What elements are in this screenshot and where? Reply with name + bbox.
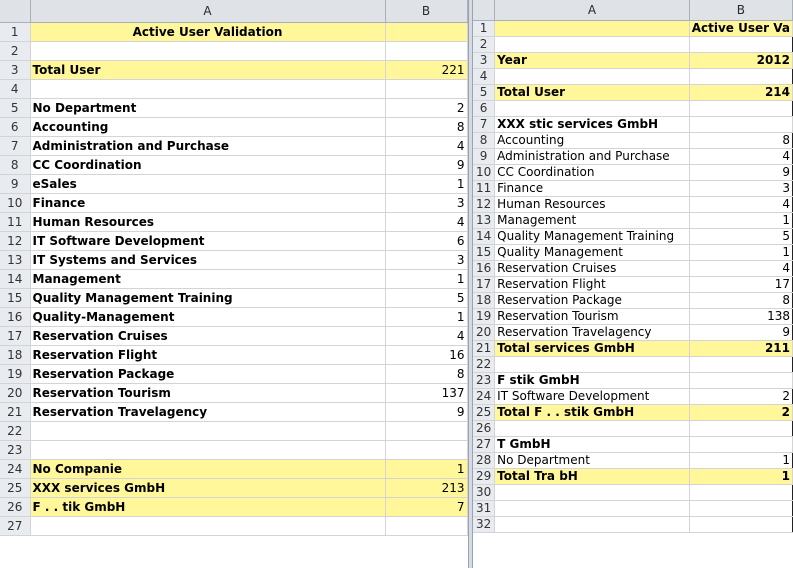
row-number[interactable]: 22 <box>0 421 30 440</box>
cell-a[interactable]: Quality Management Training <box>30 288 385 307</box>
cell-b[interactable]: 1 <box>385 269 467 288</box>
sheet-row <box>473 148 793 164</box>
row-number[interactable]: 11 <box>0 212 30 231</box>
row-number[interactable]: 27 <box>0 516 30 535</box>
cell-b[interactable]: 4 <box>689 196 792 212</box>
sheet-row <box>0 250 467 269</box>
row-number[interactable]: 13 <box>473 212 495 228</box>
row-number[interactable]: 15 <box>473 244 495 260</box>
cell-b[interactable]: 214 <box>689 84 792 100</box>
sheet-row <box>473 404 793 420</box>
sheet-row <box>0 516 467 535</box>
cell-b[interactable]: Active User Va <box>689 20 792 36</box>
cell-a[interactable] <box>495 20 690 36</box>
cell-b[interactable]: 2012 <box>689 52 792 68</box>
cell-b[interactable] <box>385 22 467 41</box>
sheet-row <box>473 516 793 532</box>
cell-a[interactable] <box>30 421 385 440</box>
cell-b[interactable] <box>689 68 792 84</box>
sheet-row <box>473 212 793 228</box>
cell-a[interactable]: F . . tik GmbH <box>30 497 385 516</box>
cell-b[interactable]: 5 <box>689 228 792 244</box>
cell-b[interactable]: 221 <box>385 60 467 79</box>
cell-b[interactable]: 5 <box>385 288 467 307</box>
cell-a[interactable]: IT Systems and Services <box>30 250 385 269</box>
row-number[interactable]: 20 <box>0 383 30 402</box>
row-number[interactable]: 23 <box>0 440 30 459</box>
sheet-row <box>0 174 467 193</box>
row-number[interactable]: 28 <box>473 452 495 468</box>
sheet-row <box>473 84 793 100</box>
cell-a[interactable] <box>495 500 690 516</box>
cell-a[interactable]: Accounting <box>30 117 385 136</box>
cell-a[interactable]: Quality Management <box>495 244 690 260</box>
cell-b[interactable]: 4 <box>689 260 792 276</box>
sheet-row <box>473 260 793 276</box>
cell-b[interactable]: 137 <box>385 383 467 402</box>
cell-a[interactable]: Accounting <box>495 132 690 148</box>
cell-a[interactable]: T GmbH <box>495 436 690 452</box>
row-number[interactable]: 17 <box>0 326 30 345</box>
sheet-row <box>473 180 793 196</box>
row-number[interactable]: 7 <box>473 116 495 132</box>
cell-b[interactable]: 8 <box>689 132 792 148</box>
cell-b[interactable]: 4 <box>385 326 467 345</box>
row-number[interactable]: 19 <box>0 364 30 383</box>
row-number[interactable]: 29 <box>473 468 495 484</box>
cell-b[interactable] <box>385 79 467 98</box>
cell-b[interactable]: 9 <box>385 155 467 174</box>
sheet-row <box>473 468 793 484</box>
sheet-row <box>0 364 467 383</box>
sheet-row <box>0 307 467 326</box>
row-number[interactable]: 20 <box>473 324 495 340</box>
cell-b[interactable]: 1 <box>385 307 467 326</box>
row-number[interactable]: 1 <box>473 20 495 36</box>
cell-b[interactable]: 6 <box>385 231 467 250</box>
cell-a[interactable]: Year <box>495 52 690 68</box>
sheet-row <box>473 228 793 244</box>
cell-b[interactable]: 1 <box>385 459 467 478</box>
sheet-row <box>0 440 467 459</box>
sheet-row <box>0 117 467 136</box>
sheet-row <box>0 98 467 117</box>
cell-a[interactable]: IT Software Development <box>30 231 385 250</box>
row-number[interactable]: 18 <box>0 345 30 364</box>
cell-a[interactable]: Administration and Purchase <box>30 136 385 155</box>
cell-a[interactable] <box>30 440 385 459</box>
sheet-row <box>473 420 793 436</box>
sheet-row <box>473 340 793 356</box>
cell-b[interactable]: 3 <box>385 250 467 269</box>
cell-b[interactable] <box>385 516 467 535</box>
cell-a[interactable]: IT Software Development <box>495 388 690 404</box>
sheet-row <box>0 497 467 516</box>
cell-a[interactable] <box>495 68 690 84</box>
sheet-row <box>473 36 793 52</box>
row-number[interactable]: 31 <box>473 500 495 516</box>
cell-b[interactable] <box>689 500 792 516</box>
cell-a[interactable]: Reservation Cruises <box>495 260 690 276</box>
row-number[interactable]: 30 <box>473 484 495 500</box>
row-number[interactable]: 16 <box>473 260 495 276</box>
select-all-corner[interactable] <box>473 0 495 20</box>
cell-a[interactable]: F stik GmbH <box>495 372 690 388</box>
cell-b[interactable] <box>689 36 792 52</box>
cell-b[interactable]: 2 <box>689 388 792 404</box>
cell-a[interactable]: XXX services GmbH <box>30 478 385 497</box>
sheet-row <box>473 52 793 68</box>
row-number[interactable]: 26 <box>473 420 495 436</box>
cell-a[interactable]: Reservation Package <box>30 364 385 383</box>
row-number[interactable]: 2 <box>0 41 30 60</box>
cell-b[interactable]: 7 <box>385 497 467 516</box>
cell-b[interactable] <box>689 484 792 500</box>
sheet-row <box>0 288 467 307</box>
select-all-corner[interactable] <box>0 0 30 22</box>
row-number[interactable]: 19 <box>473 308 495 324</box>
cell-b[interactable]: 16 <box>385 345 467 364</box>
cell-b[interactable]: 4 <box>689 148 792 164</box>
cell-b[interactable] <box>385 421 467 440</box>
cell-b[interactable] <box>689 420 792 436</box>
cell-a[interactable]: Total User <box>30 60 385 79</box>
cell-a[interactable]: eSales <box>30 174 385 193</box>
row-number[interactable]: 12 <box>473 196 495 212</box>
cell-a[interactable] <box>495 36 690 52</box>
row-number[interactable]: 21 <box>473 340 495 356</box>
row-number[interactable]: 14 <box>0 269 30 288</box>
column-header-a[interactable]: A <box>495 0 690 20</box>
row-number[interactable]: 2 <box>473 36 495 52</box>
sheet-row <box>0 136 467 155</box>
cell-b[interactable]: 211 <box>689 340 792 356</box>
row-number[interactable]: 11 <box>473 180 495 196</box>
cell-a[interactable]: No Department <box>30 98 385 117</box>
row-number[interactable]: 14 <box>473 228 495 244</box>
cell-a[interactable]: Reservation Tourism <box>30 383 385 402</box>
row-number[interactable]: 9 <box>0 174 30 193</box>
cell-b[interactable]: 4 <box>385 136 467 155</box>
sheet-row <box>473 292 793 308</box>
cell-a[interactable]: CC Coordination <box>495 164 690 180</box>
row-number[interactable]: 7 <box>0 136 30 155</box>
sheet-row <box>0 383 467 402</box>
cell-b[interactable]: 9 <box>385 402 467 421</box>
cell-a[interactable]: Reservation Package <box>495 292 690 308</box>
cell-b[interactable]: 4 <box>385 212 467 231</box>
row-number[interactable]: 6 <box>473 100 495 116</box>
row-number[interactable]: 27 <box>473 436 495 452</box>
cell-a[interactable] <box>495 516 690 532</box>
row-number[interactable]: 16 <box>0 307 30 326</box>
cell-b[interactable]: 9 <box>689 164 792 180</box>
row-number[interactable]: 21 <box>0 402 30 421</box>
sheet-row <box>0 326 467 345</box>
right-spreadsheet-grid[interactable] <box>473 0 793 533</box>
sheet-row <box>473 500 793 516</box>
cell-a[interactable] <box>30 516 385 535</box>
cell-a[interactable]: Administration and Purchase <box>495 148 690 164</box>
sheet-row <box>0 41 467 60</box>
cell-b[interactable] <box>689 356 792 372</box>
cell-b[interactable]: 138 <box>689 308 792 324</box>
cell-a[interactable]: Reservation Flight <box>495 276 690 292</box>
cell-a[interactable]: Management <box>30 269 385 288</box>
sheet-row <box>0 193 467 212</box>
sheet-row <box>0 421 467 440</box>
cell-a[interactable]: XXX stic services GmbH <box>495 116 690 132</box>
cell-a[interactable]: Reservation Travelagency <box>30 402 385 421</box>
right-grid-body <box>473 0 793 532</box>
column-header-a[interactable]: A <box>30 0 385 22</box>
cell-b[interactable] <box>689 372 792 388</box>
cell-b[interactable] <box>385 41 467 60</box>
row-number[interactable]: 10 <box>473 164 495 180</box>
row-number[interactable]: 4 <box>473 68 495 84</box>
cell-b[interactable]: 9 <box>689 324 792 340</box>
sheet-row <box>0 402 467 421</box>
sheet-row <box>0 155 467 174</box>
cell-a[interactable]: Total services GmbH <box>495 340 690 356</box>
sheet-row <box>0 79 467 98</box>
sheet-row <box>473 68 793 84</box>
cell-b[interactable]: 8 <box>385 364 467 383</box>
cell-a[interactable] <box>495 356 690 372</box>
row-number[interactable]: 17 <box>473 276 495 292</box>
cell-a[interactable]: No Department <box>495 452 690 468</box>
column-header-row <box>473 0 793 20</box>
column-header-b[interactable]: B <box>385 0 467 22</box>
cell-b[interactable] <box>689 116 792 132</box>
cell-a[interactable]: Quality Management Training <box>495 228 690 244</box>
sheet-row <box>473 308 793 324</box>
row-number[interactable]: 8 <box>0 155 30 174</box>
row-number[interactable]: 18 <box>473 292 495 308</box>
cell-a[interactable]: No Companie <box>30 459 385 478</box>
cell-b[interactable]: 8 <box>689 292 792 308</box>
cell-a[interactable]: Active User Validation <box>30 22 385 41</box>
row-number[interactable]: 26 <box>0 497 30 516</box>
cell-a[interactable]: Finance <box>495 180 690 196</box>
row-number[interactable]: 13 <box>0 250 30 269</box>
row-number[interactable]: 32 <box>473 516 495 532</box>
row-number[interactable]: 15 <box>0 288 30 307</box>
cell-b[interactable]: 1 <box>689 468 792 484</box>
cell-a[interactable]: Total F . . stik GmbH <box>495 404 690 420</box>
sheet-row <box>473 388 793 404</box>
cell-b[interactable]: 2 <box>689 404 792 420</box>
cell-b[interactable] <box>689 100 792 116</box>
sheet-row <box>473 356 793 372</box>
row-number[interactable]: 12 <box>0 231 30 250</box>
cell-a[interactable]: Reservation Cruises <box>30 326 385 345</box>
column-header-b[interactable]: B <box>689 0 792 20</box>
column-header-row <box>0 0 467 22</box>
cell-b[interactable]: 1 <box>689 212 792 228</box>
cell-b[interactable]: 17 <box>689 276 792 292</box>
sheet-row <box>473 244 793 260</box>
cell-b[interactable]: 1 <box>385 174 467 193</box>
sheet-row <box>473 196 793 212</box>
row-number[interactable]: 1 <box>0 22 30 41</box>
sheet-row <box>473 372 793 388</box>
sheet-row <box>473 100 793 116</box>
sheet-row <box>0 212 467 231</box>
row-number[interactable]: 5 <box>473 84 495 100</box>
row-number[interactable]: 10 <box>0 193 30 212</box>
sheet-row <box>0 459 467 478</box>
row-number[interactable]: 9 <box>473 148 495 164</box>
cell-a[interactable]: Human Resources <box>495 196 690 212</box>
cell-b[interactable]: 1 <box>689 244 792 260</box>
cell-a[interactable]: Total User <box>495 84 690 100</box>
cell-b[interactable]: 2 <box>385 98 467 117</box>
cell-a[interactable]: Quality-Management <box>30 307 385 326</box>
cell-a[interactable]: CC Coordination <box>30 155 385 174</box>
sheet-row <box>473 132 793 148</box>
row-number[interactable]: 6 <box>0 117 30 136</box>
row-number[interactable]: 25 <box>473 404 495 420</box>
sheet-row <box>0 231 467 250</box>
row-number[interactable]: 22 <box>473 356 495 372</box>
row-number[interactable]: 4 <box>0 79 30 98</box>
row-number[interactable]: 3 <box>0 60 30 79</box>
cell-b[interactable] <box>689 436 792 452</box>
sheet-row <box>473 164 793 180</box>
sheet-row <box>473 484 793 500</box>
sheet-row <box>473 116 793 132</box>
sheet-row <box>473 436 793 452</box>
sheet-row <box>0 60 467 79</box>
cell-b[interactable] <box>385 440 467 459</box>
sheet-row <box>473 276 793 292</box>
row-number[interactable]: 8 <box>473 132 495 148</box>
row-number[interactable]: 5 <box>0 98 30 117</box>
sheet-row <box>0 478 467 497</box>
row-number[interactable]: 3 <box>473 52 495 68</box>
row-number[interactable]: 24 <box>473 388 495 404</box>
cell-a[interactable]: Reservation Flight <box>30 345 385 364</box>
row-number[interactable]: 25 <box>0 478 30 497</box>
cell-a[interactable]: Human Resources <box>30 212 385 231</box>
cell-b[interactable] <box>689 516 792 532</box>
sheet-row <box>0 345 467 364</box>
sheet-row <box>0 22 467 41</box>
cell-b[interactable]: 8 <box>385 117 467 136</box>
cell-a[interactable] <box>30 79 385 98</box>
row-number[interactable]: 23 <box>473 372 495 388</box>
sheet-row <box>473 20 793 36</box>
sheet-row <box>473 324 793 340</box>
right-sheet-pane[interactable] <box>473 0 793 568</box>
cell-b[interactable]: 3 <box>689 180 792 196</box>
cell-b[interactable]: 3 <box>385 193 467 212</box>
cell-a[interactable]: Finance <box>30 193 385 212</box>
sheet-row <box>473 452 793 468</box>
cell-a[interactable] <box>30 41 385 60</box>
cell-a[interactable] <box>495 484 690 500</box>
cell-a[interactable]: Management <box>495 212 690 228</box>
cell-a[interactable] <box>495 100 690 116</box>
sheet-row <box>0 269 467 288</box>
cell-a[interactable] <box>495 420 690 436</box>
row-number[interactable]: 24 <box>0 459 30 478</box>
cell-b[interactable]: 1 <box>689 452 792 468</box>
cell-a[interactable]: Reservation Tourism <box>495 308 690 324</box>
cell-a[interactable]: Total Tra bH <box>495 468 690 484</box>
cell-a[interactable]: Reservation Travelagency <box>495 324 690 340</box>
cell-b[interactable]: 213 <box>385 478 467 497</box>
